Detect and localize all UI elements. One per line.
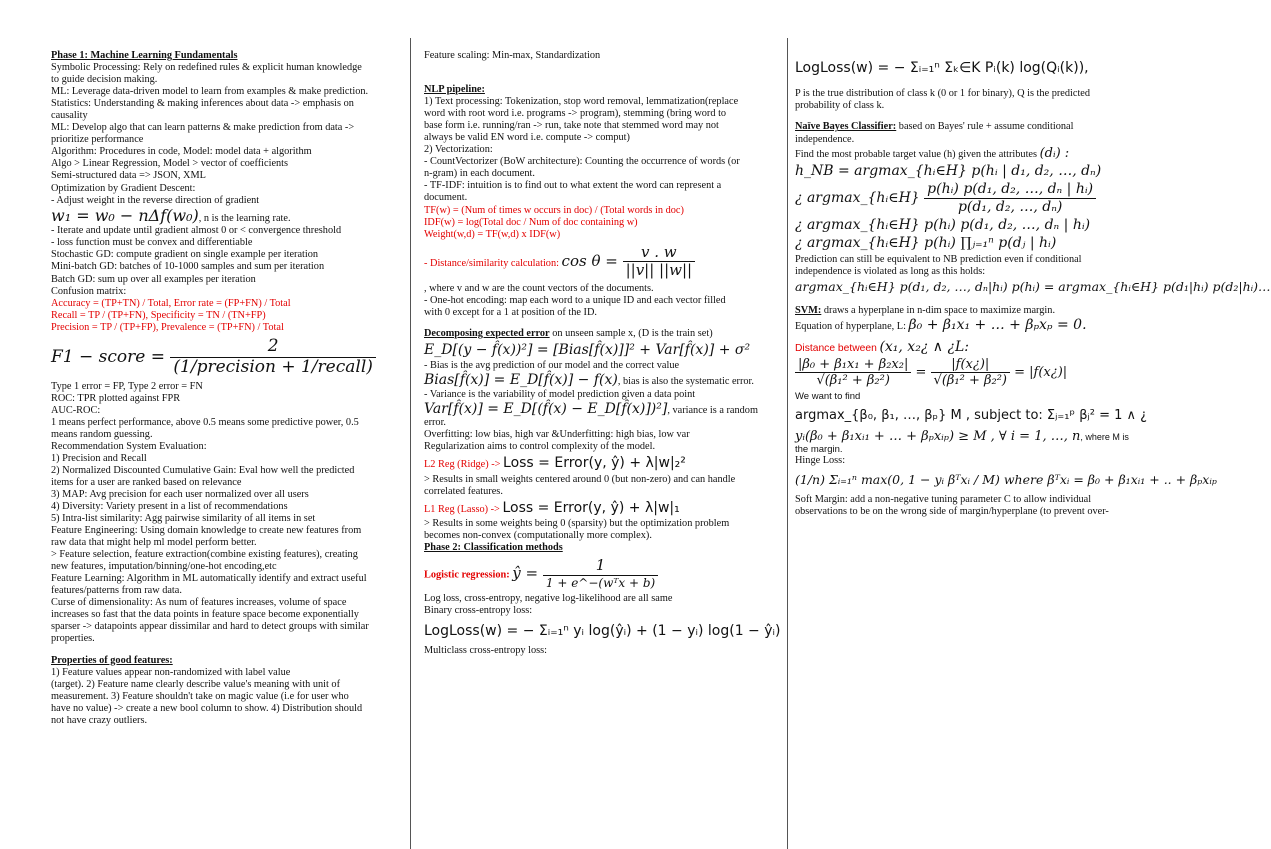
nb2-numerator: p(hᵢ) p(d₁, d₂, …, dₙ | hᵢ): [924, 181, 1096, 198]
margin-constraint: yᵢ(β₀ + β₁xᵢ₁ + … + βₚxᵢₚ) ≥ M , ∀ i = 1, …, n: [795, 428, 1081, 444]
svm-rest: draws a hyperplane in n-dim space to maximize margin.: [821, 305, 1056, 317]
distance-fraction-1: [795, 357, 911, 388]
tf-line: TF(w) = (Num of times w occurs in doc) / (Total words in doc): [424, 204, 684, 216]
text-line: Overfitting: low bias, high var &Underfitting: high bias, low var: [424, 429, 690, 441]
text-line: Optimization by Gradient Descent:: [51, 182, 196, 194]
text-line: Recommendation System Evaluation:: [51, 440, 207, 452]
nb-formula-2: [795, 181, 1195, 215]
logistic-regression-line: [424, 557, 779, 590]
f1-denominator: (1/precision + 1/recall): [173, 356, 373, 377]
text-line: 1) Text processing: Tokenization, stop word removal, lemmatization(replace: [424, 96, 739, 108]
lasso-formula-line: [424, 500, 779, 516]
dist-numerator-2: |f(x¿)|: [931, 357, 1010, 373]
text-line: - Iterate and update until gradient almost 0 or < convergence threshold: [51, 225, 342, 237]
nb-formula-1: h_NB = argmax_{hᵢ∈H} p(hᵢ | d₁, d₂, …, dₙ): [795, 162, 1102, 179]
nb-formula-5: argmax_{hᵢ∈H} p(d₁, d₂, …, dₙ|hᵢ) p(hᵢ) = argmax_{hᵢ∈H} p(d₁|hᵢ) p(d₂|hᵢ)…: [795, 278, 1271, 294]
text-line: - loss function must be convex and differentiable: [51, 237, 253, 249]
text-line: Stochastic GD: compute gradient on single example per iteration: [51, 249, 319, 261]
text-line: independence.: [795, 133, 855, 145]
cos-denominator: ||v|| ||w||: [625, 261, 693, 280]
good-features-heading: Properties of good features:: [51, 654, 173, 666]
text-line: correlated features.: [424, 485, 503, 497]
naive-bayes-line: [795, 121, 1195, 133]
text-line: 2) Normalized Discounted Cumulative Gain: Eval how well the predicted: [51, 464, 355, 476]
dist-tail: = |f(x¿)|: [1014, 365, 1068, 381]
text-line: items for a user are ranked based on relevance: [51, 476, 242, 488]
cos-numerator: v . w: [623, 244, 696, 263]
nb2-fraction: [924, 181, 1096, 215]
text-line: > Results in small weights centered around 0 (but non-zero) and can handle: [424, 473, 736, 485]
text-line: Mini-batch GD: batches of 10-1000 samples and sum per iteration: [51, 261, 325, 273]
decomposing-rest: on unseen sample x, (D is the train set): [549, 327, 713, 339]
text-line: not have crazy outliers.: [51, 714, 148, 726]
f1-formula: [51, 337, 396, 378]
variance-formula: Var[f̂(x)] = E_D[(f̂(x) − E_D[f̂(x)])²]: [424, 400, 668, 417]
f1-fraction: [170, 337, 376, 378]
text-line: Algorithm: Procedures in code, Model: model data + algorithm: [51, 146, 312, 158]
hinge-loss-formula: (1/n) Σᵢ₌₁ⁿ max(0, 1 − yᵢ βᵀxᵢ / M) where βᵀxᵢ = β₀ + β₁xᵢ₁ + .. + βₚxᵢₚ: [795, 472, 1217, 488]
bias-formula: Bias[f̂(x)] = E_D[f̂(x)] − f(x): [424, 372, 618, 389]
phase2-heading: Phase 2: Classification methods: [424, 542, 563, 554]
gd-formula: w₁ = w₀ − nΔf(w₀): [51, 205, 199, 225]
accuracy-line: Accuracy = (TP+TN) / Total, Error rate = (FP+FN) / Total: [51, 297, 291, 309]
logistic-label: Logistic regression:: [424, 569, 510, 581]
bias-note: , bias is also the systematic error.: [617, 376, 754, 388]
text-line: error.: [424, 417, 447, 429]
cos-lhs: cos θ =: [561, 251, 618, 270]
text-line: 1) Feature values appear non-randomized with label value: [51, 666, 291, 678]
margin-text: the margin.: [795, 444, 843, 456]
text-line: properties.: [51, 633, 95, 645]
ridge-formula: Loss = Error(y, ŷ) + λ|w|₂²: [503, 455, 686, 472]
text-line: 5) Intra-list similarity: Agg pairwise similarity of all items in set: [51, 513, 316, 525]
text-line: sparser -> datapoints appear dissimilar and hard to detect groups with similar: [51, 621, 369, 633]
svm-heading: SVM:: [795, 305, 822, 317]
phase1-heading: Phase 1: Machine Learning Fundamentals: [51, 50, 238, 61]
text-line: , where v and w are the count vectors of the documents.: [424, 282, 654, 294]
text-line: (target). 2) Feature name clearly describe value's meaning with unit of: [51, 678, 341, 690]
distance-fraction-2: [931, 357, 1010, 388]
ridge-formula-line: [424, 455, 779, 471]
text-line: measurement. 3) Feature shouldn't take on magic value (i.e for user who: [51, 690, 349, 702]
text-line: increases so fast that the data points in feature space become exponentially: [51, 609, 359, 621]
weight-line: Weight(w,d) = TF(w,d) x IDF(w): [424, 228, 561, 240]
lr-denominator: 1 + e^−(wᵀx + b): [545, 575, 656, 590]
distance-math: (x₁, x₂¿ ∧ ¿L:: [879, 338, 969, 355]
cosine-formula-line: [424, 244, 779, 280]
cosine-formula: [561, 242, 696, 280]
attributes-symbol: (dᵢ) :: [1039, 145, 1070, 161]
text-line: > Results in some weights being 0 (sparsity) but the optimization problem: [424, 518, 730, 530]
column-divider-1: [410, 38, 411, 849]
text-line: features/patterns from raw data.: [51, 585, 182, 597]
text-line: > Feature selection, feature extraction(combine existing features), creating: [51, 549, 358, 561]
text-line: ML: Develop algo that can learn patterns & make prediction from data ->: [51, 122, 355, 134]
distance-line: [795, 339, 1195, 355]
text-line: Feature Engineering: Using domain knowledge to create new features from: [51, 525, 362, 537]
text-line: AUC-ROC:: [51, 404, 101, 416]
gradient-descent-formula-line: [51, 207, 396, 226]
dist-numerator-1: |β₀ + β₁x₁ + β₂x₂|: [795, 357, 911, 373]
text-line: - Bias is the avg prediction of our model and the correct value: [424, 360, 680, 372]
text-line: means random guessing.: [51, 428, 153, 440]
text-line: - CountVectorizer (BoW architecture): Counting the occurrence of words (or: [424, 156, 740, 168]
dist-equals: =: [915, 365, 927, 381]
lasso-label: L1 Reg (Lasso) ->: [424, 503, 500, 515]
text-line: with 0 except for a 1 at position of the ID.: [424, 306, 598, 318]
want-to-find-line: We want to find: [795, 390, 861, 402]
text-line: 1) Precision and Recall: [51, 452, 147, 464]
cos-fraction: [623, 244, 696, 280]
text-line: Curse of dimensionality: As num of features increases, volume of space: [51, 597, 347, 609]
nb2-denominator: p(d₁, d₂, …, dₙ): [957, 198, 1063, 215]
naive-bayes-rest: based on Bayes' rule + assume conditional: [896, 121, 1074, 133]
precision-line: Precision = TP / (TP+FP), Prevalence = (TP+FN) / Total: [51, 321, 284, 333]
text-line: Statistics: Understanding & making inferences about data -> emphasis on: [51, 98, 354, 110]
nb-formula-4: ¿ argmax_{hᵢ∈H} p(hᵢ) ∏ⱼ₌₁ⁿ p(dⱼ | hᵢ): [795, 235, 1057, 252]
text-line: - TF-IDF: intuition is to find out to what extent the word can represent a: [424, 180, 722, 192]
nlp-pipeline-heading: NLP pipeline:: [424, 84, 485, 96]
dist-denominator-1: √(β₁² + β₂²): [816, 373, 890, 389]
cosine-label: - Distance/similarity calculation:: [424, 257, 559, 269]
gd-note: , n is the learning rate.: [198, 212, 291, 224]
column-2: [424, 50, 779, 657]
argmax-formula: argmax_{β₀, β₁, …, βₚ} M , subject to: Σⱼ₌₁ᵖ βⱼ² = 1 ∧ ¿: [795, 407, 1148, 423]
text-line: ROC: TPR plotted against FPR: [51, 392, 181, 404]
feature-scaling-line: Feature scaling: Min-max, Standardization: [424, 50, 601, 61]
text-line: - One-hot encoding: map each word to a unique ID and each vector filled: [424, 294, 726, 306]
ridge-label: L2 Reg (Ridge) ->: [424, 459, 501, 471]
text-line: Soft Margin: add a non-negative tuning parameter C to allow individual: [795, 493, 1092, 505]
bias-formula-line: [424, 372, 779, 388]
text-line: Type 1 error = FP, Type 2 error = FN: [51, 380, 203, 392]
text-line: always be valid EN word i.e. compute -> comput): [424, 132, 630, 144]
hyperplane-formula: β₀ + β₁x₁ + … + βₚxₚ = 0.: [908, 317, 1087, 334]
text-line: Symbolic Processing: Rely on redefined rules & explicit human knowledge: [51, 62, 362, 74]
text-line: base form i.e. running/ran -> run, take note that stemmed word may not: [424, 120, 719, 132]
text-line: 3) MAP: Avg precision for each user normalized over all users: [51, 488, 309, 500]
nb2-lhs: ¿ argmax_{hᵢ∈H}: [795, 190, 920, 207]
text-line: n-gram) in each document.: [424, 168, 535, 180]
variance-note: , variance is a random: [667, 404, 758, 416]
text-line: independence is violated as long as this holds:: [795, 265, 986, 277]
f1-numerator: 2: [170, 337, 376, 358]
text-line: 2) Vectorization:: [424, 144, 493, 156]
f1-lhs: F1 − score =: [51, 346, 165, 367]
text-line: Prediction can still be equivalent to NB prediction even if conditional: [795, 253, 1082, 265]
column-divider-2: [787, 38, 788, 849]
recall-line: Recall = TP / (TP+FN), Specificity = TN / (TN+FP): [51, 309, 266, 321]
text-line: Batch GD: sum up over all examples per iteration: [51, 273, 256, 285]
find-target-text: Find the most probable target value (h) given the attributes: [795, 148, 1038, 160]
text-line: to guide decision making.: [51, 74, 158, 86]
text-line: Multiclass cross-entropy loss:: [424, 645, 547, 657]
text-line: Algo > Linear Regression, Model > vector of coefficients: [51, 158, 289, 170]
text-line: - Variance is the variability of model prediction given a data point: [424, 388, 696, 400]
text-line: Log loss, cross-entropy, negative log-likelihood are all same: [424, 592, 673, 604]
decomposing-error-line: [424, 328, 779, 340]
text-line: - Adjust weight in the reverse direction of gradient: [51, 194, 260, 206]
idf-line: IDF(w) = log(Total doc / Num of doc containing w): [424, 216, 638, 228]
text-line: Semi-structured data => JSON, XML: [51, 170, 206, 182]
nb-formula-3: ¿ argmax_{hᵢ∈H} p(hᵢ) p(d₁, d₂, …, dₙ | hᵢ): [795, 216, 1091, 233]
hinge-loss-label: Hinge Loss:: [795, 455, 846, 467]
text-line: 1 means perfect performance, above 0.5 means some predictive power, 0.5: [51, 416, 359, 428]
text-line: ML: Leverage data-driven model to learn from examples & make prediction.: [51, 86, 369, 98]
lasso-formula: Loss = Error(y, ŷ) + λ|w|₁: [502, 499, 680, 516]
naive-bayes-heading: Naïve Bayes Classifier:: [795, 121, 897, 133]
text-line: word with root word i.e. programs -> program), stemming (bring word to: [424, 108, 727, 120]
variance-formula-line: [424, 401, 779, 417]
lr-fraction: [543, 557, 658, 590]
find-target-line: [795, 146, 1195, 161]
column-1: [51, 50, 396, 727]
decomposing-heading: Decomposing expected error: [424, 327, 550, 339]
lr-lhs: ŷ =: [512, 563, 539, 582]
margin-note: , where M is: [1080, 431, 1129, 442]
text-line: becomes non-convex (computationally more complex).: [424, 530, 652, 542]
dist-denominator-2: √(β₁² + β₂²): [933, 373, 1007, 389]
text-line: Confusion matrix:: [51, 285, 127, 297]
text-line: raw data that might help ml model perform better.: [51, 537, 257, 549]
text-line: 4) Diversity: Variety present in a list of recommendations: [51, 500, 288, 512]
svm-line: [795, 305, 1195, 317]
text-line: P is the true distribution of class k (0 or 1 for binary), Q is the predicted: [795, 88, 1091, 100]
text-line: prioritize performance: [51, 134, 144, 146]
text-line: probability of class k.: [795, 100, 885, 112]
text-line: Regularization aims to control complexity of the model.: [424, 441, 656, 453]
hyperplane-line: [795, 317, 1195, 333]
hyperplane-label: Equation of hyperplane, L:: [795, 321, 906, 333]
column-3: [795, 50, 1271, 518]
text-line: have no value) -> create a new bool column to show. 4) Distribution should: [51, 702, 363, 714]
text-line: causality: [51, 110, 88, 122]
multiclass-cross-entropy-formula: LogLoss(w) = − Σᵢ₌₁ⁿ Σₖ∈K Pᵢ(k) log(Qᵢ(k)),: [795, 60, 1089, 76]
binary-cross-entropy-formula: LogLoss(w) = − Σᵢ₌₁ⁿ yᵢ log(ŷᵢ) + (1 − yᵢ) log(1 − ŷᵢ): [424, 622, 781, 639]
distance-formula: [795, 357, 1195, 388]
text-line: Binary cross-entropy loss:: [424, 604, 533, 616]
text-line: new features, imputation/binning/one-hot encoding,etc: [51, 561, 277, 573]
margin-line: [795, 429, 1195, 444]
text-line: Feature Learning: Algorithm in ML automatically identify and extract useful: [51, 573, 367, 585]
text-line: document.: [424, 192, 468, 204]
distance-label: Distance between: [795, 342, 877, 354]
expected-error-formula: E_D[(y − f̂(x))²] = [Bias[f̂(x)]]² + Var[f̂(x)] + σ²: [424, 341, 751, 358]
lr-numerator: 1: [543, 557, 658, 576]
text-line: observations to be on the wrong side of margin/hyperplane (to prevent over-: [795, 505, 1109, 517]
